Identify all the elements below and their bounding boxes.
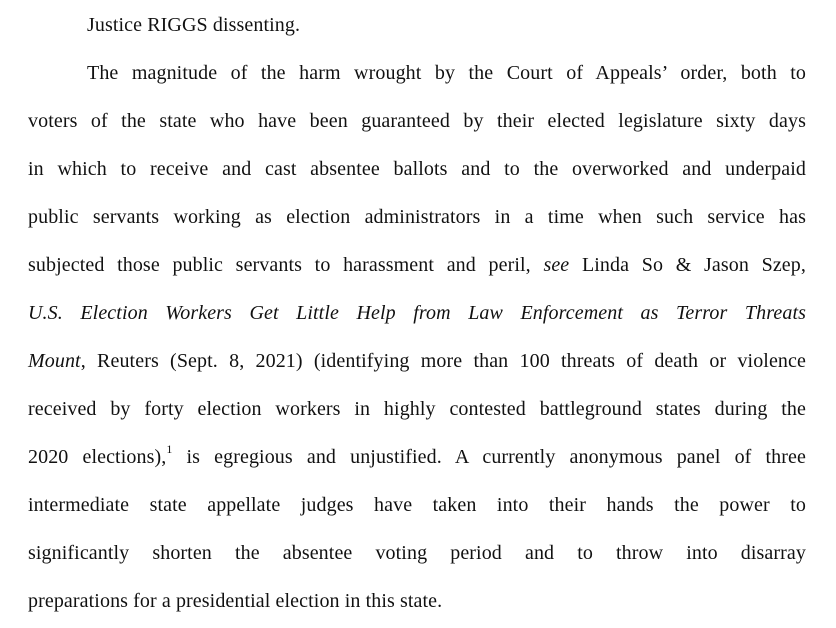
line-text: subjected those public servants to harassment and peril, — [28, 254, 531, 276]
line-text: public servants working as election administrators in a time when such service has — [28, 206, 806, 228]
line-text: , Reuters (Sept. 8, 2021) (identifying more than 100 threats of death or violence — [80, 350, 806, 372]
line-text: intermediate state appellate judges have taken into their hands the power to — [28, 494, 806, 516]
paragraph-line — [28, 347, 806, 375]
paragraph-line — [28, 299, 806, 327]
paragraph-line — [28, 491, 806, 519]
paragraph-line — [28, 395, 806, 423]
line-text: voters of the state who have been guaranteed by their elected legislature sixty days — [28, 110, 806, 132]
line-text: received by forty election workers in highly contested battleground states during the — [28, 398, 806, 420]
paragraph-line — [28, 251, 806, 279]
line-text: 2020 elections), — [28, 446, 167, 468]
line-text: in which to receive and cast absentee ballots and to the overworked and underpaid — [28, 158, 806, 180]
citation-signal: see — [543, 254, 570, 276]
line-text: is egregious and unjustified. A currently anonymous panel of three — [172, 446, 806, 468]
paragraph-line — [28, 155, 806, 183]
paragraph-line — [28, 539, 806, 567]
paragraph-line — [28, 107, 806, 135]
paragraph-line — [28, 443, 806, 471]
line-text: significantly shorten the absentee voting period and to throw into disarray — [28, 542, 806, 564]
line-text: The magnitude of the harm wrought by the Court of Appeals’ order, both to — [87, 62, 806, 84]
paragraph-line — [28, 203, 806, 231]
citation-authors: Linda So & Jason Szep, — [581, 254, 806, 276]
citation-title-end: Mount — [28, 350, 81, 372]
opinion-heading — [87, 11, 806, 39]
footnote-marker[interactable]: 1 — [166, 442, 173, 457]
line-text: preparations for a presidential election in this state. — [28, 590, 443, 612]
citation-title: U.S. Election Workers Get Little Help from Law Enforcement as Terror Threats — [28, 302, 806, 324]
paragraph-line — [28, 587, 806, 615]
paragraph-line — [87, 59, 806, 87]
heading-text: Justice RIGGS dissenting. — [87, 14, 301, 36]
